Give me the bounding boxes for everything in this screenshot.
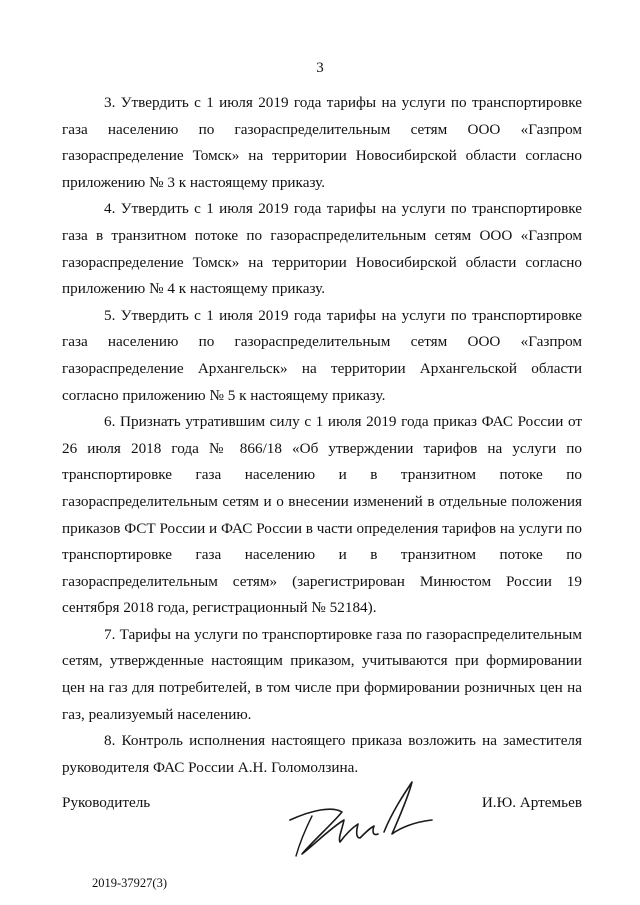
document-code: 2019-37927(3) <box>92 876 167 890</box>
signatory-title: Руководитель <box>62 794 151 811</box>
signature-block <box>62 772 582 872</box>
paragraph-8: 8. Контроль исполнения настоящего приказа возложить на заместителя руководителя ФАС России А.Н. Голомолзина. <box>62 732 582 776</box>
paragraph-5: 5. Утвердить с 1 июля 2019 года тарифы на услуги по транспортировке газа населению по газораспределительным сетям ООО «Газпром газораспределение Архангельск» на территории Архангельской области согласно приложению № 5 к настоящему приказу. <box>62 306 582 404</box>
page-number: 3 <box>316 60 324 76</box>
paragraph-4: 4. Утвердить с 1 июля 2019 года тарифы на услуги по транспортировке газа в транзитном потоке по газораспределительным сетям ООО «Газпром газораспределение Томск» на территории Новосибирской области согласно приложению № 4 к настоящему приказу. <box>62 200 582 298</box>
signatory-name: И.Ю. Артемьев <box>481 794 582 811</box>
paragraph-7: 7. Тарифы на услуги по транспортировке газа по газораспределительным сетям, утвержденные настоящим приказом, учитываются при формировании цен на газ для потребителей, в том числе при формировании розничных цен на газ, реализуемый населению. <box>62 625 582 723</box>
paragraph-6: 6. Признать утратившим силу с 1 июля 2019 года приказ ФАС России от 26 июля 2018 года № 866/18 «Об утверждении тарифов на услуги по транспортировке газа населению и в транзитном потоке по газораспределительным сетям и о внесении изменений в отдельные положения приказов ФСТ России и ФАС России в части определения тарифов на услуги по транспортировке газа населению и в транзитном потоке по газораспределительным сетям» (зарегистрирован Минюстом России 19 сентября 2018 года, регистрационный № 52184). <box>62 413 582 617</box>
paragraph-3: 3. Утвердить с 1 июля 2019 года тарифы на услуги по транспортировке газа населению по газораспределительным сетям ООО «Газпром газораспределение Томск» на территории Новосибирской области согласно приложению № 3 к настоящему приказу. <box>62 94 582 191</box>
document-body <box>62 90 582 781</box>
handwritten-signature <box>272 772 442 867</box>
